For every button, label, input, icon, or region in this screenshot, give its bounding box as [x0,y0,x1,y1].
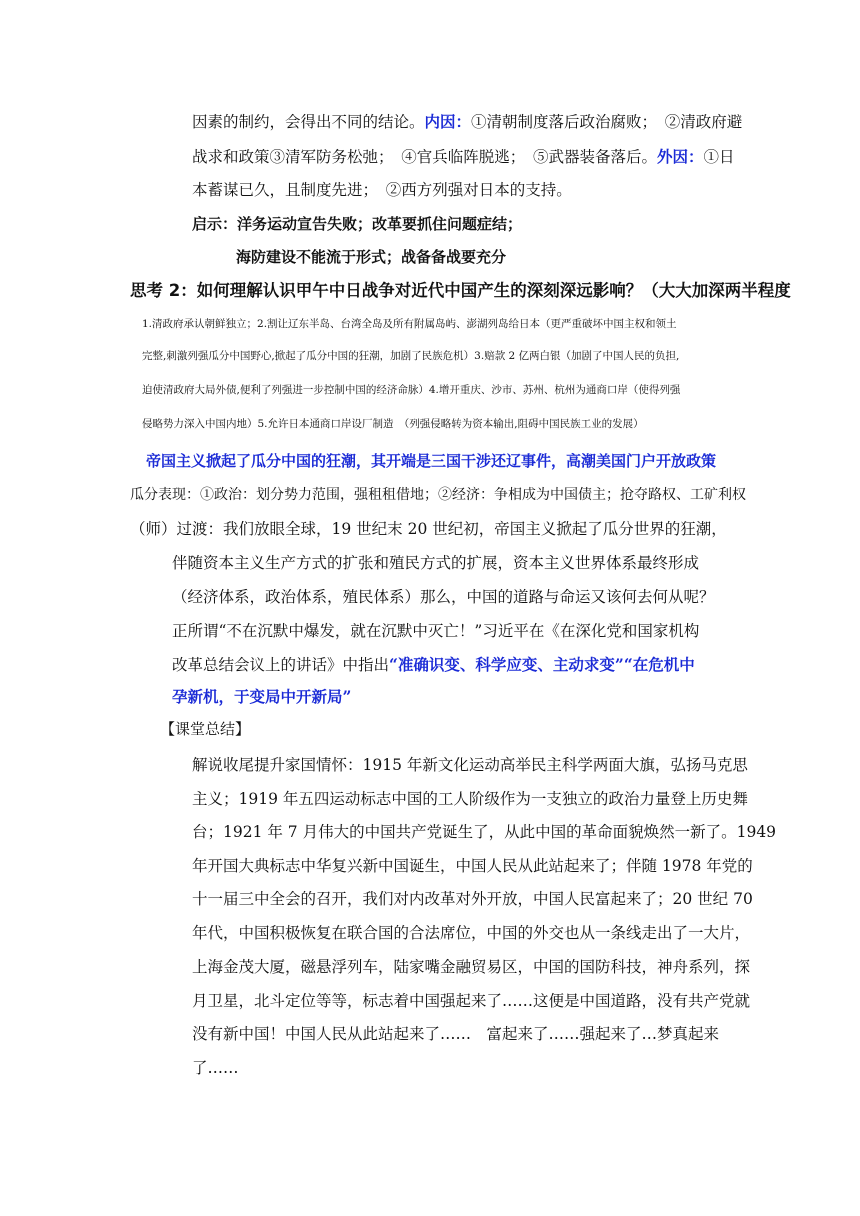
insight-line-1: 启示：洋务运动宣告失败；改革要抓住问题症结； [192,215,523,233]
transition-line-2: 伴随资本主义生产方式的扩张和殖民方式的扩展，资本主义世界体系最终形成 [172,554,700,572]
external-cause-text: ①日 [703,148,735,166]
internal-cause-text: ①清朝制度落后政治腐败； ②清政府避 [471,113,743,131]
summary-heading: 【课堂总结】 [160,720,251,738]
cause-line-1 [192,112,742,132]
external-cause-label: 外因： [657,147,704,166]
think2-title: 思考 2：如何理解认识甲午中日战争对近代中国产生的深刻深远影响？（大大加深两半程度 [130,281,791,300]
cause-intro: 因素的制约，会得出不同的结论。 [192,113,425,131]
summary-line: 上海金茂大厦，磁悬浮列车，陆家嘴金融贸易区，中国的国防科技，神舟系列，探 [192,958,751,976]
transition-line-5 [172,655,695,675]
insight-line-2: 海防建设不能流于形式；战备备战要充分 [236,248,507,266]
transition-line-4: 正所谓“不在沉默中爆发，就在沉默中灭亡！”习近平在《在深化党和国家机构 [172,622,700,640]
summary-line: 台；1921 年 7 月伟大的中国共产党诞生了，从此中国的革命面貌焕然一新了。1949 [192,823,777,841]
imperialism-headline: 帝国主义掀起了瓜分中国的狂潮，其开端是三国干涉还辽事件，高潮美国门户开放政策 [146,452,717,470]
summary-line: 十一届三中全会的召开，我们对内改革对外开放，中国人民富起来了；20 世纪 70 [192,890,753,908]
internal-cause-label: 内因： [424,112,472,131]
summary-line: 年代，中国积极恢复在联合国的合法席位，中国的外交也从一条线走出了一大片， [192,924,751,942]
summary-line: 没有新中国！中国人民从此站起来了…… 富起来了……强起来了…梦真起来 [192,1025,720,1043]
transition-line-1: （师）过渡：我们放眼全球，19 世纪末 20 世纪初，帝国主义掀起了瓜分世界的狂潮， [130,520,727,538]
cause-line-2 [192,147,735,167]
summary-line: 月卫星，北斗定位等等，标志着中国强起来了……这便是中国道路，没有共产党就 [192,992,751,1010]
internal-cause-cont: 战求和政策③清军防务松弛； ④官兵临阵脱逃； ⑤武器装备落后。 [192,148,658,166]
think2-sub-2: 完整,刺激列强瓜分中国野心,掀起了瓜分中国的狂潮，加剧了民族危机）3.赔款 2 亿两白银（加剧了中国人民的负担, [142,350,680,362]
summary-line: 了…… [192,1059,239,1077]
cause-line-3 [192,180,572,200]
think2-sub-4: 侵略势力深入中国内地）5.允许日本通商口岸设厂制造 （列强侵略转为资本输出,阻碍中国民族工业的发展） [142,418,644,430]
think2-sub-3: 迫使清政府大局外债,便利了列强进一步控制中国的经济命脉）4.增开重庆、沙市、苏州、杭州为通商口岸（使得列强 [142,384,681,396]
think2-sub-1: 1.清政府承认朝鲜独立；2.割让辽东半岛、台湾全岛及所有附属岛屿、澎湖列岛给日本（更严重破坏中国主权和领土 [142,318,677,330]
transition-line-3: （经济体系，政治体系，殖民体系）那么，中国的道路与命运又该何去何从呢？ [172,588,715,606]
speech-quote-2: 孕新机，于变局中开新局” [172,687,352,706]
summary-line: 主义；1919 年五四运动标志中国的工人阶级作为一支独立的政治力量登上历史舞 [192,790,748,808]
summary-line: 年开国大典标志中华复兴新中国诞生，中国人民从此站起来了；伴随 1978 年党的 [192,857,753,875]
external-cause-cont: 本蓄谋已久，且制度先进； ②西方列强对日本的支持。 [192,181,572,199]
partition-line: 瓜分表现：①政治：划分势力范围，强租租借地；②经济：争相成为中国债主；抢夺路权、工矿利权 [130,487,746,503]
summary-line: 解说收尾提升家国情怀：1915 年新文化运动高举民主科学两面大旗，弘扬马克思 [192,756,748,774]
speech-quote-1: “准确识变、科学应变、主动求变”“在危机中 [389,655,695,674]
speech-intro: 改革总结会议上的讲话》中指出 [172,656,390,674]
